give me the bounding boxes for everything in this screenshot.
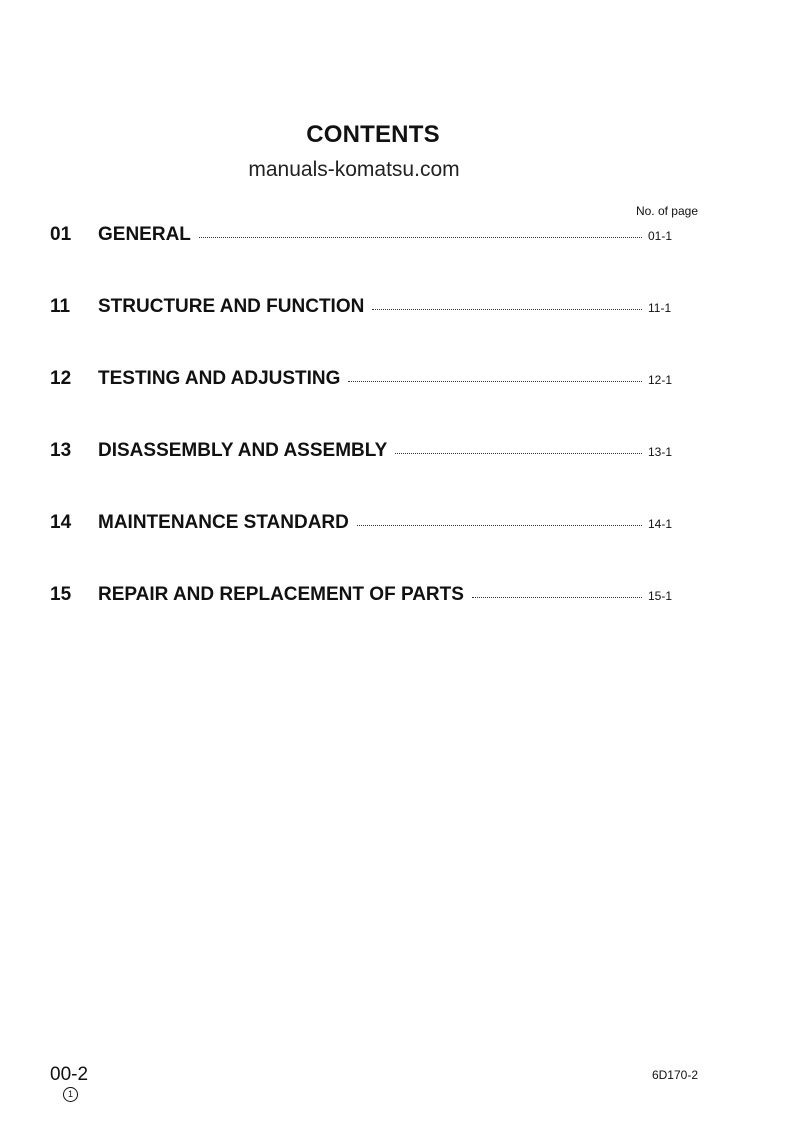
toc-entry-maintenance-standard[interactable] [50, 512, 680, 536]
toc-entry-title: GENERAL [98, 224, 191, 245]
table-of-contents [50, 224, 680, 656]
toc-entry-page: 11-1 [648, 301, 672, 315]
toc-entry-page: 13-1 [648, 445, 673, 459]
toc-entry-title: STRUCTURE AND FUNCTION [98, 296, 365, 317]
revision-mark-icon: 1 [63, 1087, 78, 1102]
page-title: CONTENTS [306, 121, 440, 148]
toc-entry-title: DISASSEMBLY AND ASSEMBLY [98, 440, 388, 461]
watermark-text: manuals-komatsu.com [248, 158, 460, 181]
toc-entry-number: 12 [50, 368, 72, 389]
footer-model-code: 6D170-2 [651, 1068, 698, 1082]
toc-entry-title: TESTING AND ADJUSTING [98, 368, 341, 389]
toc-entry-general[interactable] [50, 224, 680, 248]
toc-entry-testing-and-adjusting[interactable] [50, 368, 680, 392]
toc-entry-title: REPAIR AND REPLACEMENT OF PARTS [98, 584, 464, 605]
toc-entry-structure-and-function[interactable] [50, 296, 680, 320]
dot-leader [395, 453, 642, 454]
dot-leader [472, 597, 642, 598]
toc-entry-title: MAINTENANCE STANDARD [98, 512, 349, 533]
toc-entry-page: 14-1 [648, 517, 673, 531]
dot-leader [372, 309, 642, 310]
toc-entry-number: 14 [50, 512, 72, 533]
toc-entry-number: 01 [50, 224, 72, 245]
toc-entry-page: 15-1 [648, 589, 673, 603]
dot-leader [199, 237, 642, 238]
dot-leader [357, 525, 642, 526]
dot-leader [348, 381, 642, 382]
page-column-header: No. of page [635, 204, 698, 218]
footer-page-number: 00-2 [50, 1064, 89, 1085]
toc-entry-number: 15 [50, 584, 72, 605]
toc-entry-number: 11 [50, 296, 71, 317]
toc-entry-page: 12-1 [648, 373, 673, 387]
toc-entry-number: 13 [50, 440, 72, 461]
toc-entry-page: 01-1 [648, 229, 673, 243]
toc-entry-repair-and-replacement[interactable] [50, 584, 680, 608]
toc-entry-disassembly-and-assembly[interactable] [50, 440, 680, 464]
